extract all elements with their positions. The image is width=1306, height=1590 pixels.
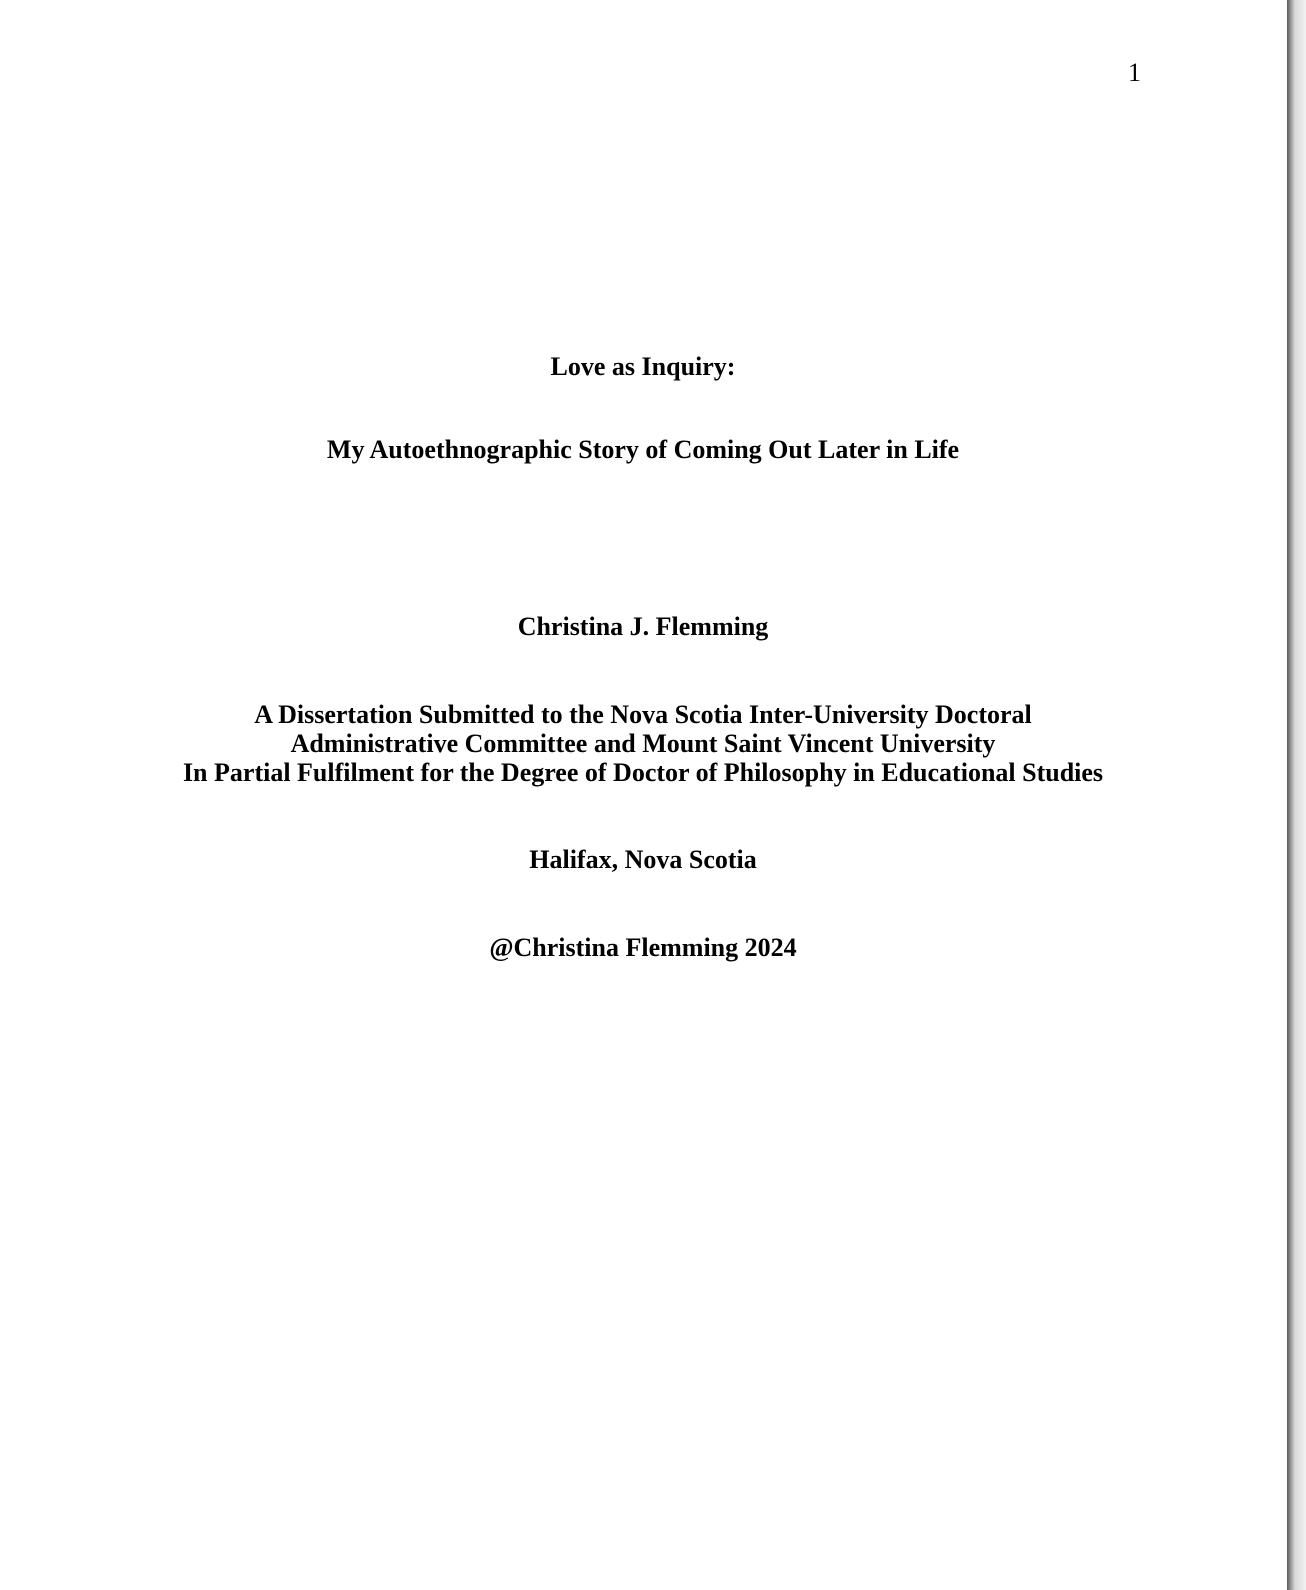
author-name: Christina J. Flemming — [517, 612, 769, 641]
dissertation-title: Love as Inquiry: — [550, 352, 736, 381]
copyright-notice: @Christina Flemming 2024 — [489, 933, 797, 962]
submission-statement — [0, 700, 1286, 787]
viewer-edge-shadow — [1287, 0, 1306, 1590]
statement-line-1: A Dissertation Submitted to the Nova Scotia Inter-University Doctoral — [254, 700, 1032, 729]
location: Halifax, Nova Scotia — [529, 845, 757, 874]
statement-line-3: In Partial Fulfilment for the Degree of Doctor of Philosophy in Educational Studies — [182, 758, 1104, 787]
page-number: 1 — [1128, 58, 1141, 87]
statement-line-2: Administrative Committee and Mount Saint Vincent University — [290, 729, 996, 758]
dissertation-subtitle: My Autoethnographic Story of Coming Out Later in Life — [326, 435, 960, 464]
